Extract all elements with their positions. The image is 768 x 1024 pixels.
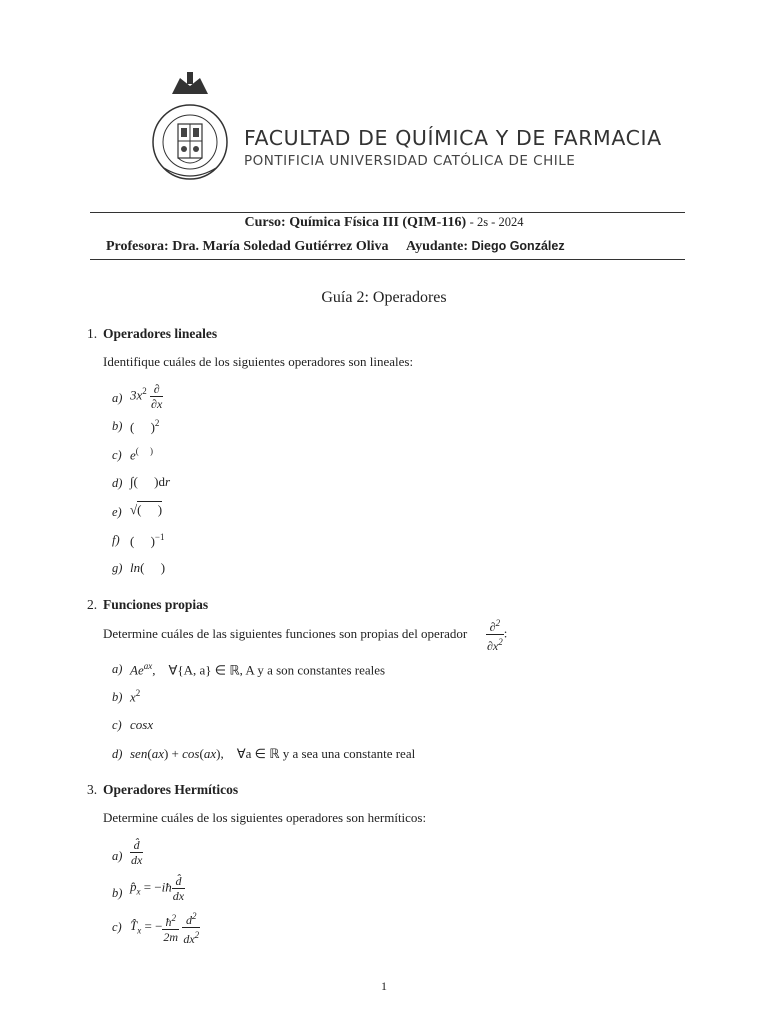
section-1-item-f-expression: ( )$^{-1}$ xyxy=(130,532,165,549)
section-2-operator: $\frac{\partial^2}{\partial x^2}$ : xyxy=(487,618,508,653)
section-3-number: 3. xyxy=(87,782,98,797)
university-seal-logo xyxy=(150,72,230,190)
section-1-item-g-label: g) xyxy=(112,561,123,575)
section-1-item-e-expression: √( ) xyxy=(130,502,163,517)
header-top-rule xyxy=(90,212,685,213)
section-1-title: Operadores lineales xyxy=(103,326,218,341)
helper-label: Ayudante: xyxy=(406,239,468,254)
section-1-item-c-expression: e( ) xyxy=(130,446,154,463)
section-3-item-c-label: c) xyxy=(112,920,122,934)
section-2-item-d-condition: ∀a ∈ ℝ y a sea una constante real xyxy=(236,746,416,761)
section-2-title: Funciones propias xyxy=(103,597,209,612)
course-term: - 2s - 2024 xyxy=(469,215,524,229)
section-3-item-a-label: a) xyxy=(112,849,123,863)
section-2-item-b-label: b) xyxy=(112,690,123,704)
section-1-intro: Identifique cuáles de los siguientes operadores son lineales: xyxy=(103,354,414,369)
section-1-item-f-label: f) xyxy=(112,533,120,547)
section-2-intro: Determine cuáles de las siguientes funciones son propias del operador xyxy=(103,626,468,641)
section-3-item-a-expression: $\frac{d̂}{dx}$ xyxy=(131,838,143,867)
section-3-item-b-label: b) xyxy=(112,886,123,900)
university-name: PONTIFICIA UNIVERSIDAD CATÓLICA DE CHILE xyxy=(244,153,576,169)
section-2-number: 2. xyxy=(87,597,98,612)
professor-line xyxy=(106,239,565,255)
course-label: Curso: Química Física III (QIM-116) xyxy=(244,215,467,230)
section-3-intro: Determine cuáles de los siguientes operadores son hermíticos: xyxy=(103,810,427,825)
section-1-item-d-expression: ∫( )dr xyxy=(130,474,171,489)
section-1-item-g-expression: ln( ) xyxy=(130,560,166,575)
course-line xyxy=(0,215,768,231)
section-3-title: Operadores Hermíticos xyxy=(103,782,239,797)
section-1-item-a-label: a) xyxy=(112,391,123,405)
section-1-item-d-label: d) xyxy=(112,476,123,490)
section-1-item-b-label: b) xyxy=(112,419,123,433)
section-1-item-e-label: e) xyxy=(112,505,122,519)
section-1-item-b-expression: ( )$^2$ xyxy=(130,418,160,435)
helper-name: Diego González xyxy=(471,239,565,253)
professor-name: Profesora: Dra. María Soledad Gutiérrez Oliva xyxy=(106,239,389,254)
document-title: Guía 2: Operadores xyxy=(321,289,447,306)
section-3-item-c-expression: $T̂_x$ = − $\frac{ħ^2}{2m}$ $\frac{d^2}{dx^2}$ xyxy=(130,911,200,946)
section-2-item-c-expression: cosx xyxy=(130,717,154,732)
section-2-item-a-label: a) xyxy=(112,662,123,676)
header-bottom-rule xyxy=(90,259,685,260)
section-2-item-d-label: d) xyxy=(112,747,123,761)
section-2-item-c-label: c) xyxy=(112,718,122,732)
section-3-item-b-expression: $p̂_x$ = −iħ $\frac{d̂}{dx}$ xyxy=(130,874,185,903)
section-2-item-d-expression: sen(ax) + cos(ax), ∀a ∈ ℝ y a sea una constante real xyxy=(130,746,416,761)
section-2-item-a-expression: $Ae^{ax}$, ∀{A, a} ∈ ℝ, A y a son constantes reales xyxy=(130,661,386,678)
faculty-title: FACULTAD DE QUÍMICA Y DE FARMACIA xyxy=(244,126,662,150)
section-2-item-a-condition: ∀{A, a} ∈ ℝ, A y a son constantes reales xyxy=(168,662,386,678)
section-1-number: 1. xyxy=(87,326,98,341)
section-2-item-b-expression: $x^2$ xyxy=(130,688,141,705)
section-1-item-c-label: c) xyxy=(112,448,122,462)
section-1-item-a-expression: $3x^2$ $\frac{\partial}{\partial x}$ xyxy=(130,382,163,411)
page-number: 1 xyxy=(381,979,387,993)
